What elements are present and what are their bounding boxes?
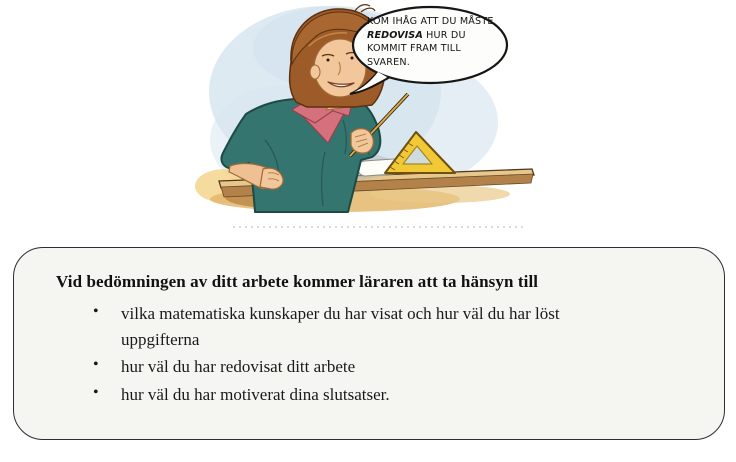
assessment-info-box (13, 247, 725, 440)
speech-bubble-text (367, 15, 499, 69)
teacher-pointing-hand (351, 129, 373, 154)
list-item-text: vilka matematiska kunskaper du har visat och hur väl du har löst uppgifterna (121, 304, 560, 349)
bullet-dot: • (93, 383, 99, 401)
bubble-text-emphasis: REDOVISA (367, 29, 423, 41)
info-box-title: Vid bedömningen av ditt arbete kommer läraren att ta hänsyn till (56, 272, 539, 291)
list-item (93, 382, 626, 408)
bubble-text-after: HUR DU KOMMIT FRAM TILL SVAREN. (367, 29, 466, 68)
bullet-dot: • (93, 356, 99, 373)
list-item (93, 301, 626, 352)
bullet-dot: • (93, 303, 99, 320)
assessment-criteria-list (14, 301, 724, 407)
list-item-text: hur väl du har redovisat ditt arbete (121, 357, 356, 376)
list-item (93, 354, 626, 380)
bubble-text-before: KOM IHÅG ATT DU MÅSTE (367, 16, 494, 27)
list-item-text: hur väl du har motiverat dina slutsatser. (121, 384, 390, 404)
